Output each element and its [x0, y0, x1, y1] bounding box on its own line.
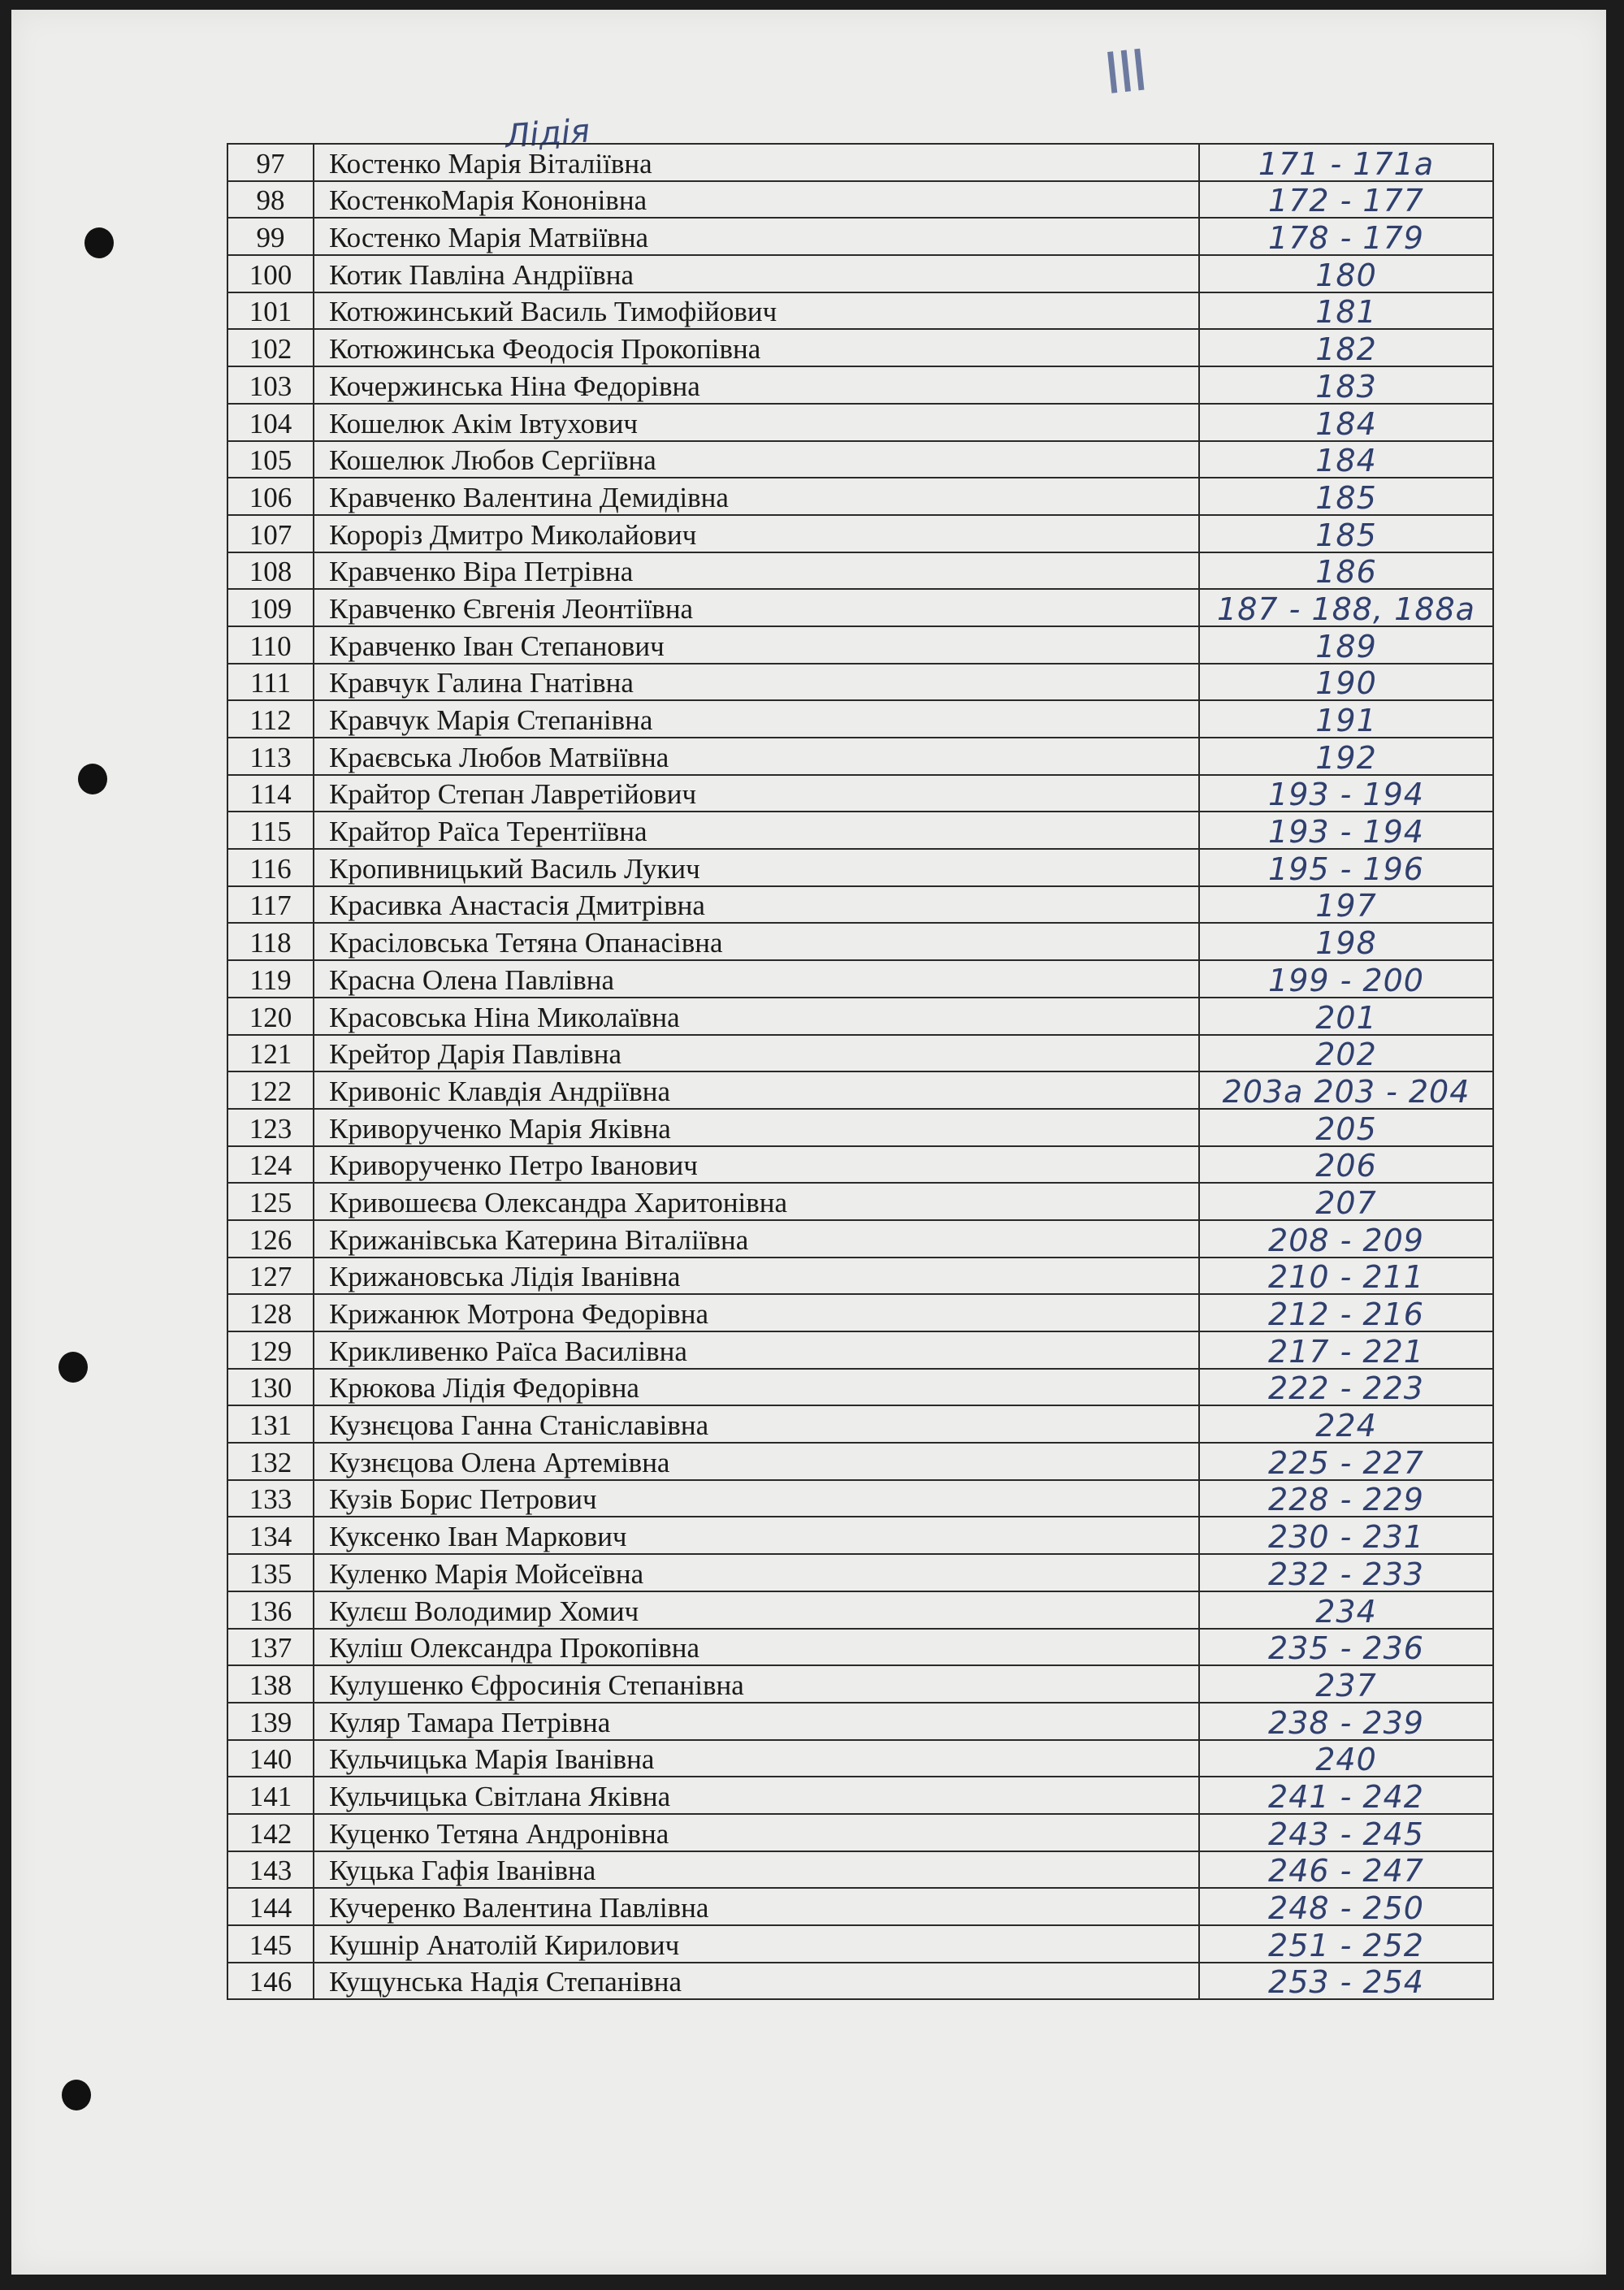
table-row: [227, 1258, 1493, 1295]
person-name: Крайтор Раїса Терентіївна: [314, 812, 1199, 849]
page-range: 193 - 194: [1199, 812, 1493, 849]
person-name: Костенко Марія Віталіївна: [314, 144, 1199, 181]
page-range: 224: [1199, 1405, 1493, 1443]
person-name: Куценко Тетяна Андронівна: [314, 1814, 1199, 1851]
row-number: 116: [227, 849, 314, 886]
row-number: 137: [227, 1629, 314, 1666]
page-range: 205: [1199, 1109, 1493, 1146]
table-row: [227, 1443, 1493, 1480]
table-row: [227, 1665, 1493, 1703]
table-row: [227, 1146, 1493, 1184]
page-range: 190: [1199, 664, 1493, 701]
person-name: Кривоніс Клавдія Андріївна: [314, 1071, 1199, 1109]
row-number: 123: [227, 1109, 314, 1146]
table-row: [227, 998, 1493, 1035]
person-name: Кушнір Анатолій Кирилович: [314, 1925, 1199, 1963]
table-row: [227, 812, 1493, 849]
table-row: [227, 1480, 1493, 1517]
page-range: 182: [1199, 329, 1493, 366]
table-row: [227, 1369, 1493, 1406]
person-name: Кульчицька Марія Іванівна: [314, 1740, 1199, 1777]
table-row: [227, 1629, 1493, 1666]
table-row: [227, 218, 1493, 255]
table-row: [227, 441, 1493, 478]
table-row: [227, 1777, 1493, 1814]
row-number: 103: [227, 366, 314, 404]
table-row: [227, 923, 1493, 960]
page-range: 202: [1199, 1035, 1493, 1072]
table-row: [227, 1963, 1493, 2000]
row-number: 101: [227, 292, 314, 330]
row-number: 138: [227, 1665, 314, 1703]
person-name: Крижанівська Катерина Віталіївна: [314, 1220, 1199, 1258]
row-number: 114: [227, 775, 314, 812]
page-range: 187 - 188, 188а: [1199, 589, 1493, 626]
page-range: 186: [1199, 552, 1493, 590]
person-name: Короріз Дмитро Миколайович: [314, 515, 1199, 552]
table-row: [227, 1035, 1493, 1072]
page-range: 181: [1199, 292, 1493, 330]
handwritten-correction: Лідія: [504, 112, 591, 156]
page-range: 222 - 223: [1199, 1369, 1493, 1406]
person-name: Краєвська Любов Матвіївна: [314, 738, 1199, 775]
page-range: 237: [1199, 1665, 1493, 1703]
table-row: [227, 886, 1493, 924]
row-number: 105: [227, 441, 314, 478]
row-number: 117: [227, 886, 314, 924]
row-number: 142: [227, 1814, 314, 1851]
table-row: [227, 1703, 1493, 1740]
punch-hole: [84, 227, 114, 258]
page-range: 191: [1199, 700, 1493, 738]
page-range: 184: [1199, 404, 1493, 441]
row-number: 134: [227, 1517, 314, 1554]
page-range: 217 - 221: [1199, 1331, 1493, 1369]
person-name: Котюжинський Василь Тимофійович: [314, 292, 1199, 330]
row-number: 110: [227, 626, 314, 664]
page-range: 234: [1199, 1591, 1493, 1629]
page-range: 193 - 194: [1199, 775, 1493, 812]
table-row: [227, 1517, 1493, 1554]
row-number: 109: [227, 589, 314, 626]
person-name: Котик Павліна Андріївна: [314, 255, 1199, 292]
row-number: 129: [227, 1331, 314, 1369]
person-name: Кульчицька Світлана Яківна: [314, 1777, 1199, 1814]
person-name: Крижановська Лідія Іванівна: [314, 1258, 1199, 1295]
page-range: 232 - 233: [1199, 1554, 1493, 1591]
person-name: Кузнєцова Олена Артемівна: [314, 1443, 1199, 1480]
row-number: 140: [227, 1740, 314, 1777]
page-range: 210 - 211: [1199, 1258, 1493, 1295]
row-number: 144: [227, 1888, 314, 1925]
page-range: 197: [1199, 886, 1493, 924]
table-row: [227, 552, 1493, 590]
person-name: Крижанюк Мотрона Федорівна: [314, 1294, 1199, 1331]
person-name: Куленко Марія Мойсеївна: [314, 1554, 1199, 1591]
row-number: 99: [227, 218, 314, 255]
table-row: [227, 849, 1493, 886]
person-name: Крайтор Степан Лавретійович: [314, 775, 1199, 812]
page-range: 184: [1199, 441, 1493, 478]
row-number: 128: [227, 1294, 314, 1331]
person-name: Кулєш Володимир Хомич: [314, 1591, 1199, 1629]
page-range: 230 - 231: [1199, 1517, 1493, 1554]
table-row: [227, 1554, 1493, 1591]
row-number: 131: [227, 1405, 314, 1443]
row-number: 119: [227, 960, 314, 998]
table-row: [227, 255, 1493, 292]
page-range: 195 - 196: [1199, 849, 1493, 886]
table-row: [227, 700, 1493, 738]
person-name: Кущунська Надія Степанівна: [314, 1963, 1199, 2000]
page-range: 225 - 227: [1199, 1443, 1493, 1480]
page-range: 248 - 250: [1199, 1888, 1493, 1925]
person-name: Крейтор Дарія Павлівна: [314, 1035, 1199, 1072]
person-name: КостенкоМарія Кононівна: [314, 181, 1199, 219]
table-row: [227, 1888, 1493, 1925]
page-range: 199 - 200: [1199, 960, 1493, 998]
row-number: 113: [227, 738, 314, 775]
person-name: Красна Олена Павлівна: [314, 960, 1199, 998]
table-row: [227, 478, 1493, 515]
table-row: [227, 1814, 1493, 1851]
register-table: [227, 143, 1494, 2000]
row-number: 102: [227, 329, 314, 366]
page-range: 246 - 247: [1199, 1851, 1493, 1889]
person-name: Крикливенко Раїса Василівна: [314, 1331, 1199, 1369]
page-range: 208 - 209: [1199, 1220, 1493, 1258]
page-range: 180: [1199, 255, 1493, 292]
page-range: 172 - 177: [1199, 181, 1493, 219]
page-range: 192: [1199, 738, 1493, 775]
page-range: 238 - 239: [1199, 1703, 1493, 1740]
page-range: 183: [1199, 366, 1493, 404]
row-number: 136: [227, 1591, 314, 1629]
person-name: Кропивницький Василь Лукич: [314, 849, 1199, 886]
person-name: Кошелюк Акім Івтухович: [314, 404, 1199, 441]
row-number: 143: [227, 1851, 314, 1889]
page-range: 178 - 179: [1199, 218, 1493, 255]
table-row: [227, 589, 1493, 626]
person-name: Кузів Борис Петрович: [314, 1480, 1199, 1517]
table-row: [227, 1331, 1493, 1369]
row-number: 107: [227, 515, 314, 552]
person-name: Криворученко Петро Іванович: [314, 1146, 1199, 1184]
person-name: Кравчук Галина Гнатівна: [314, 664, 1199, 701]
row-number: 145: [227, 1925, 314, 1963]
row-number: 124: [227, 1146, 314, 1184]
page-range: 206: [1199, 1146, 1493, 1184]
table-row: [227, 1851, 1493, 1889]
person-name: Кравченко Валентина Демидівна: [314, 478, 1199, 515]
row-number: 126: [227, 1220, 314, 1258]
page-range: 203а 203 - 204: [1199, 1071, 1493, 1109]
roman-numeral-mark: III: [1100, 37, 1149, 108]
punch-hole: [58, 1352, 88, 1383]
row-number: 122: [227, 1071, 314, 1109]
person-name: Куцька Гафія Іванівна: [314, 1851, 1199, 1889]
row-number: 146: [227, 1963, 314, 2000]
person-name: Кузнєцова Ганна Станіславівна: [314, 1405, 1199, 1443]
person-name: Куляр Тамара Петрівна: [314, 1703, 1199, 1740]
person-name: Куксенко Іван Маркович: [314, 1517, 1199, 1554]
table-row: [227, 1109, 1493, 1146]
punch-hole: [78, 764, 107, 794]
row-number: 121: [227, 1035, 314, 1072]
person-name: Куліш Олександра Прокопівна: [314, 1629, 1199, 1666]
page-range: 207: [1199, 1183, 1493, 1220]
row-number: 115: [227, 812, 314, 849]
table-row: [227, 1071, 1493, 1109]
page-range: 185: [1199, 478, 1493, 515]
row-number: 135: [227, 1554, 314, 1591]
table-row: [227, 292, 1493, 330]
person-name: Кошелюк Любов Сергіївна: [314, 441, 1199, 478]
row-number: 104: [227, 404, 314, 441]
page-range: 235 - 236: [1199, 1629, 1493, 1666]
table-row: [227, 366, 1493, 404]
table-row: [227, 329, 1493, 366]
person-name: Красовська Ніна Миколаївна: [314, 998, 1199, 1035]
row-number: 130: [227, 1369, 314, 1406]
person-name: Кривошеєва Олександра Харитонівна: [314, 1183, 1199, 1220]
table-row: [227, 1740, 1493, 1777]
table-row: [227, 960, 1493, 998]
table-row: [227, 775, 1493, 812]
person-name: Котюжинська Феодосія Прокопівна: [314, 329, 1199, 366]
table-row: [227, 664, 1493, 701]
row-number: 139: [227, 1703, 314, 1740]
page-range: 185: [1199, 515, 1493, 552]
page-range: 253 - 254: [1199, 1963, 1493, 2000]
table-row: [227, 1220, 1493, 1258]
table-row: [227, 1294, 1493, 1331]
table-row: [227, 738, 1493, 775]
page-range: 189: [1199, 626, 1493, 664]
table-row: [227, 181, 1493, 219]
row-number: 132: [227, 1443, 314, 1480]
page-range: 198: [1199, 923, 1493, 960]
table-row: [227, 626, 1493, 664]
table-row: [227, 1183, 1493, 1220]
row-number: 127: [227, 1258, 314, 1295]
row-number: 112: [227, 700, 314, 738]
row-number: 118: [227, 923, 314, 960]
table-row: [227, 1925, 1493, 1963]
page-range: 212 - 216: [1199, 1294, 1493, 1331]
person-name: Кравченко Іван Степанович: [314, 626, 1199, 664]
person-name: Красивка Анастасія Дмитрівна: [314, 886, 1199, 924]
person-name: Кравченко Віра Петрівна: [314, 552, 1199, 590]
person-name: Кулушенко Єфросинія Степанівна: [314, 1665, 1199, 1703]
row-number: 97: [227, 144, 314, 181]
row-number: 141: [227, 1777, 314, 1814]
row-number: 106: [227, 478, 314, 515]
table-row: [227, 1591, 1493, 1629]
table-row: [227, 404, 1493, 441]
row-number: 108: [227, 552, 314, 590]
page-range: 241 - 242: [1199, 1777, 1493, 1814]
person-name: Кравчук Марія Степанівна: [314, 700, 1199, 738]
page-range: 243 - 245: [1199, 1814, 1493, 1851]
person-name: Костенко Марія Матвіївна: [314, 218, 1199, 255]
person-name: Крюкова Лідія Федорівна: [314, 1369, 1199, 1406]
table-row: [227, 144, 1493, 181]
row-number: 100: [227, 255, 314, 292]
row-number: 111: [227, 664, 314, 701]
row-number: 120: [227, 998, 314, 1035]
page-range: 201: [1199, 998, 1493, 1035]
person-name: Кочержинська Ніна Федорівна: [314, 366, 1199, 404]
row-number: 125: [227, 1183, 314, 1220]
page-range: 171 - 171а: [1199, 144, 1493, 181]
page-range: 251 - 252: [1199, 1925, 1493, 1963]
page-range: 228 - 229: [1199, 1480, 1493, 1517]
table-row: [227, 515, 1493, 552]
person-name: Кравченко Євгенія Леонтіївна: [314, 589, 1199, 626]
punch-hole: [62, 2080, 91, 2110]
person-name: Кучеренко Валентина Павлівна: [314, 1888, 1199, 1925]
row-number: 98: [227, 181, 314, 219]
page-range: 240: [1199, 1740, 1493, 1777]
table-row: [227, 1405, 1493, 1443]
person-name: Красіловська Тетяна Опанасівна: [314, 923, 1199, 960]
person-name: Криворученко Марія Яківна: [314, 1109, 1199, 1146]
row-number: 133: [227, 1480, 314, 1517]
